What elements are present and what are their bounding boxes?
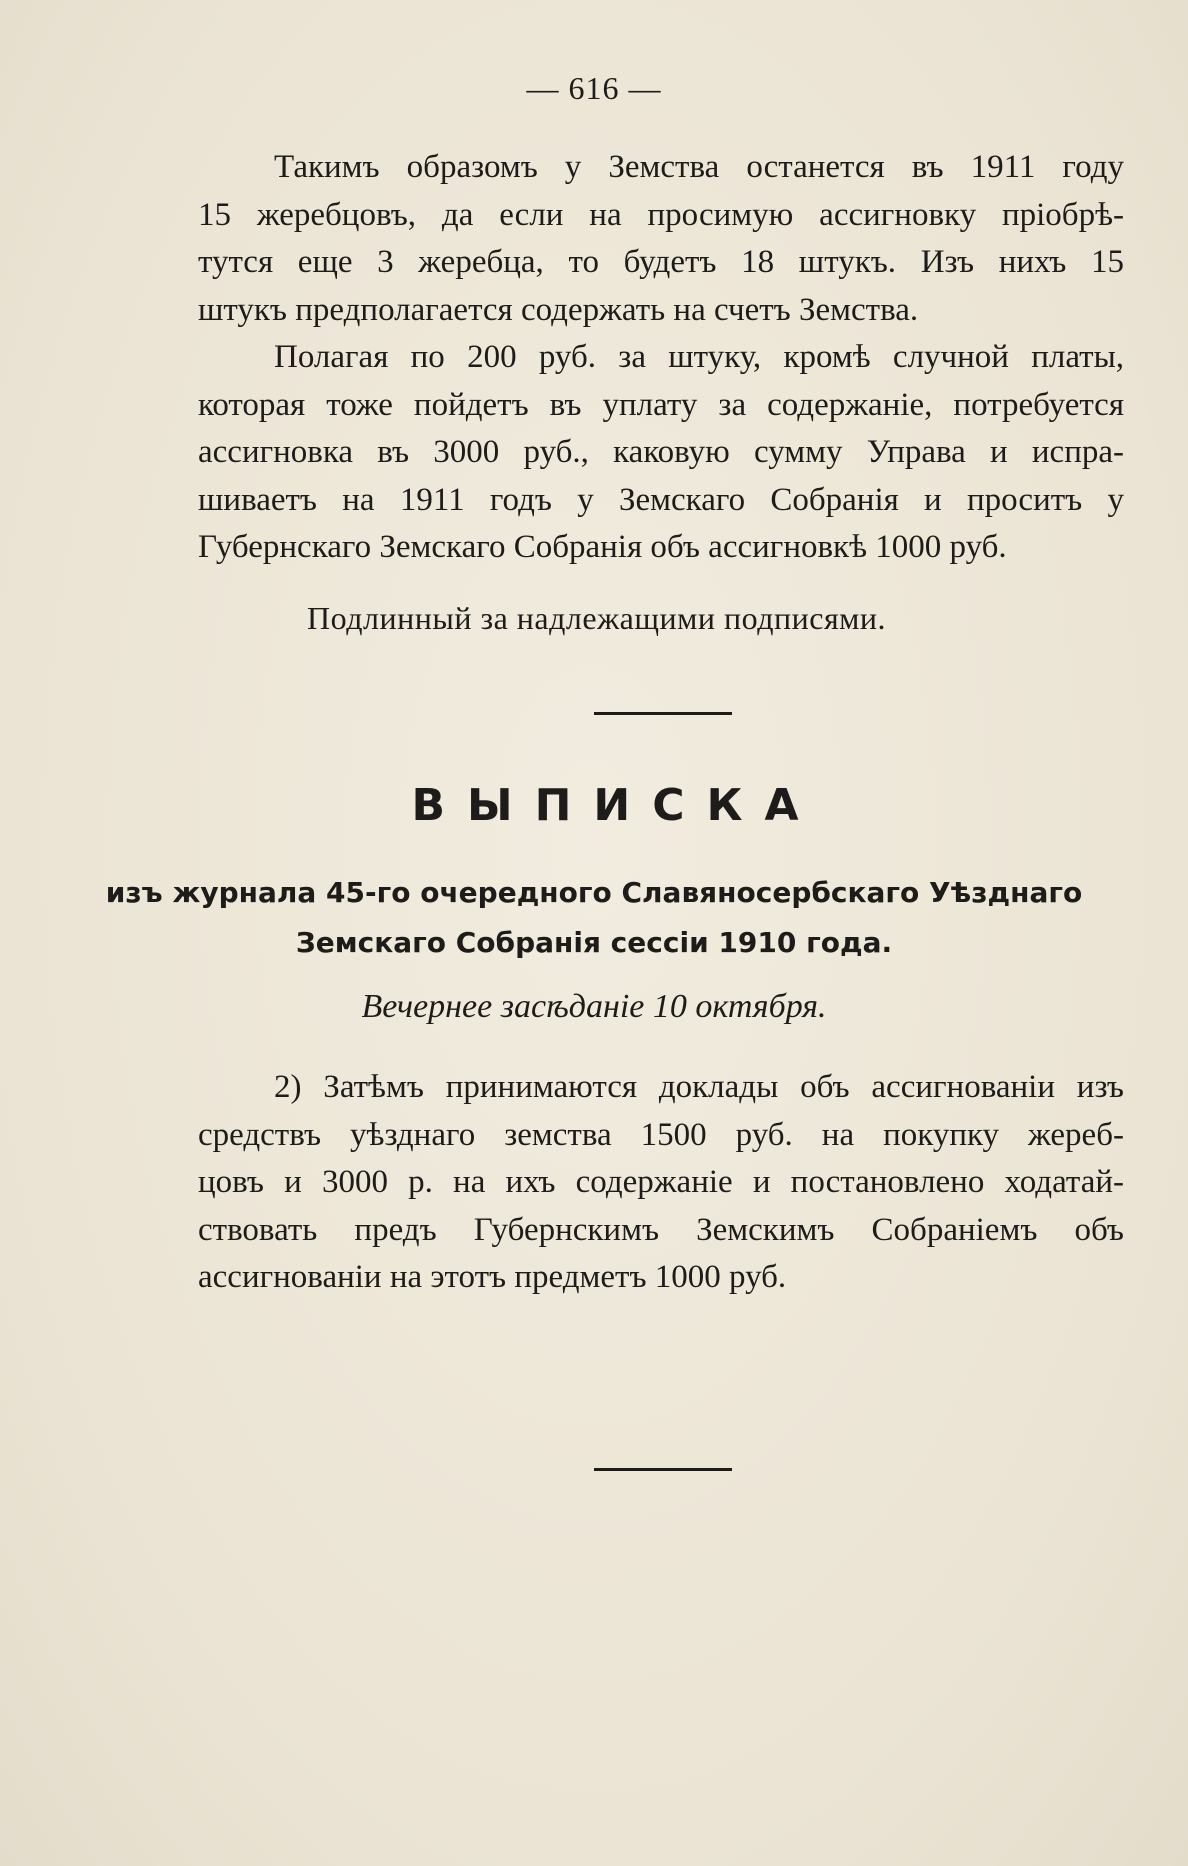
divider-rule: [594, 712, 732, 715]
text-line: штукъ предполагается содержать на счетъ Земства.: [198, 291, 919, 328]
paragraph-remaining-stallions: [198, 144, 1124, 334]
text-line: шиваетъ на 1911 годъ у Земскаго Собранія и проситъ у: [198, 481, 1124, 518]
paragraph-resolution: [198, 1064, 1124, 1302]
section-subheading: [0, 868, 1188, 968]
subheading-line: Земскаго Собранія сессіи 1910 года.: [295, 926, 893, 959]
text-line: которая тоже пойдетъ въ уплату за содержаніе, потребуется: [198, 386, 1124, 423]
text-line: цовъ и 3000 р. на ихъ содержаніе и постановлено ходатай-: [198, 1164, 1124, 1200]
section-heading: ВЫПИСКА: [411, 780, 821, 831]
text-line: Такимъ образомъ у Земства останется въ 1911 году: [274, 149, 1124, 185]
text-line: ассигнованіи на этотъ предметъ 1000 руб.: [198, 1259, 787, 1295]
text-line: ствовать предъ Губернскимъ Земскимъ Собраніемъ объ: [198, 1211, 1124, 1248]
paragraph-assignment-request: [198, 334, 1124, 572]
subheading-line: изъ журнала 45-го очередного Славяносербскаго Уѣзднаго: [105, 876, 1083, 909]
text-line: 2) Затѣмъ принимаются доклады объ ассигнованіи изъ: [274, 1069, 1124, 1105]
signature-note: Подлинный за надлежащими подписями.: [307, 600, 887, 636]
text-line: 15 жеребцовъ, да если на просимую ассигновку пріобрѣ-: [198, 196, 1124, 233]
text-line: Губернскаго Земскаго Собранія объ ассигновкѣ 1000 руб.: [198, 529, 1007, 565]
text-line: ассигновка въ 3000 руб., каковую сумму Управа и испра-: [198, 434, 1124, 470]
divider-rule: [594, 1468, 732, 1471]
text-line: тутся еще 3 жеребца, то будетъ 18 штукъ. Изъ нихъ 15: [198, 244, 1124, 280]
text-line: Полагая по 200 руб. за штуку, кромѣ случной платы,: [274, 339, 1124, 375]
text-line: средствъ уѣзднаго земства 1500 руб. на покупку жереб-: [198, 1116, 1124, 1153]
page-number: — 616 —: [526, 70, 662, 106]
session-line: Вечернее засѣданіе 10 октября.: [361, 988, 827, 1025]
